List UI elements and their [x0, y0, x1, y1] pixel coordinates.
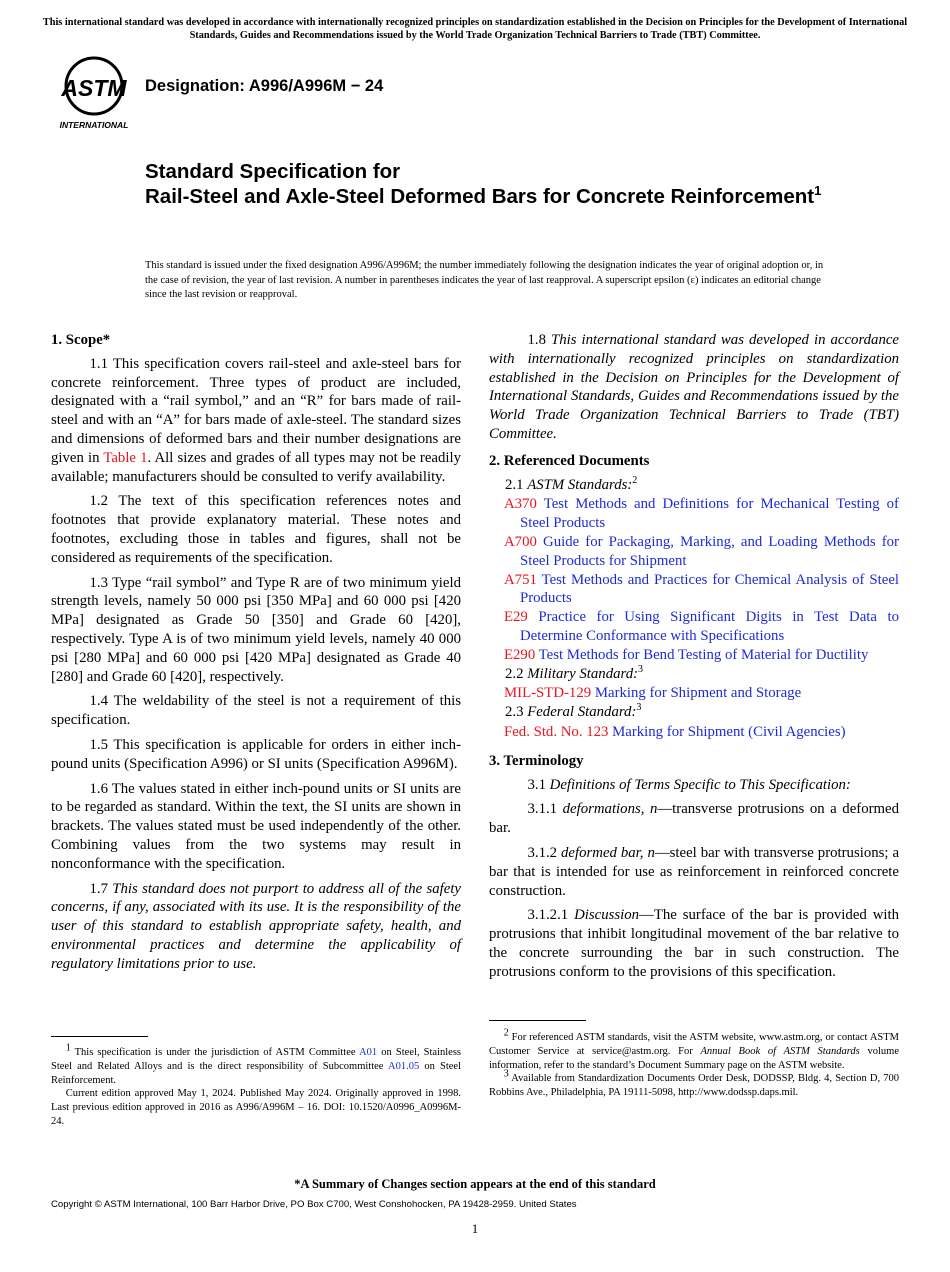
section-heading-scope: 1. Scope*: [51, 332, 111, 348]
title-line-2: Rail-Steel and Axle-Steel Deformed Bars for Concrete Reinforcement$^1$: [145, 182, 822, 208]
section-heading-referenced-documents: 2. Referenced Documents: [489, 452, 650, 469]
left-column: [51, 331, 461, 980]
table-1-link[interactable]: Table 1: [103, 449, 148, 466]
paragraph-1-8: 1.8 This international standard was developed in accordance with internationally recognized principles on standardization established in the Decision on Principles for the Development of International Standards, Guides and Recommendations issued by the World Trade Organization Technical Barriers to Trade (TBT) Committee.: [489, 332, 899, 442]
federal-reference-item[interactable]: [489, 723, 899, 742]
section-heading-terminology: 3. Terminology: [489, 752, 584, 769]
title-line-1: Standard Specification for: [145, 160, 401, 183]
designation: Designation: A996/A996M − 24: [145, 77, 384, 95]
reference-title-link[interactable]: Practice for Using Significant Digits in Test Data to Determine Conformance with Specifications: [520, 609, 899, 644]
paragraph-3-1-1: 3.1.1 deformations, n—transverse protrusions on a deformed bar.: [489, 801, 899, 837]
logo-subtext: INTERNATIONAL: [59, 120, 129, 130]
astm-reference-item[interactable]: [489, 608, 899, 646]
astm-reference-item[interactable]: [489, 571, 899, 609]
reference-title-link[interactable]: Test Methods for Bend Testing of Material for Ductility: [535, 646, 869, 663]
paragraph-3-1-2: 3.1.2 deformed bar, n—steel bar with transverse protrusions; a bar that is intended for use as reinforcement in reinforced concrete construction.: [489, 844, 900, 899]
astm-reference-list: [489, 495, 899, 664]
reference-title-link[interactable]: Marking for Shipment and Storage: [591, 685, 802, 702]
footnote-1-approval: Current edition approved May 1, 2024. Published May 2024. Originally approved in 1998. Last previous edition approved in 2016 as A996/A996M – 16. DOI: 10.1520/A0996_A0996M-24.: [51, 1088, 461, 1127]
paragraph-1-6: 1.6 The values stated in either inch-pound units or SI units are to be regarded as standard. Within the text, the SI units are shown in brackets. The values stated must be used independently of the other. Combining values from the two systems may result in nonconformance with the specification.: [51, 780, 461, 872]
astm-reference-item[interactable]: [489, 533, 899, 571]
issuance-note: This standard is issued under the fixed designation A996/A996M; the number immediately following the designation indicates the year of original adoption or, in the case of revision, the year of last revision. A number in parentheses indicates the year of last reapproval. A superscript epsilon (ε) indicates an editorial change since the last revision or reapproval.: [145, 260, 824, 300]
reference-code-link[interactable]: Fed. Std. No. 123: [504, 723, 609, 740]
reference-title-link[interactable]: Guide for Packaging, Marking, and Loading Methods for Steel Products for Shipment: [520, 533, 899, 569]
military-standard-label: 2.2 Military Standard:$^3$: [505, 663, 644, 682]
committee-a01-link[interactable]: A01: [359, 1047, 378, 1058]
title-footnote-mark: 1: [814, 182, 822, 198]
military-reference-list: [489, 684, 899, 703]
reference-title-link[interactable]: Marking for Shipment (Civil Agencies): [608, 723, 846, 740]
reference-code-link[interactable]: E290: [504, 646, 536, 663]
astm-reference-item[interactable]: [489, 646, 899, 665]
reference-code-link[interactable]: A700: [504, 533, 537, 550]
top-notice: This international standard was developed in accordance with internationally recognized principles on standardization established in the Decision on Principles for the Development of International Standards, Guides and Recommendations issued by the World Trade Organization Technical Barriers to Trade (TBT) Committee.: [42, 17, 908, 41]
footnote-rule-right: [489, 1020, 586, 1021]
paragraph-1-2: 1.2 The text of this specification references notes and footnotes that provide explanatory material. These notes and footnotes, excluding those in tables and figures, shall not be considered as requirements of the specification.: [51, 493, 461, 566]
paragraph-3-1: 3.1 Definitions of Terms Specific to This Specification:: [527, 776, 851, 793]
military-reference-item[interactable]: [489, 684, 899, 703]
footnote-1: $^1$ This specification is under the jurisdiction of ASTM Committee A01 on Steel, Stainless Steel and Related Alloys and is the direct responsibility of Subcommittee A01.05 on Steel Reinforcement.: [51, 1042, 461, 1086]
reference-code-link[interactable]: MIL-STD-129: [504, 685, 592, 702]
summary-of-changes-note: *A Summary of Changes section appears at the end of this standard: [294, 1177, 656, 1191]
footnote-2: $^2$ For referenced ASTM standards, visit the ASTM website, www.astm.org, or contact ASTM Customer Service at service@astm.org. For Annual Book of ASTM Standards volume information, refer to the standard’s Document Summary page on the ASTM website.: [489, 1027, 899, 1071]
reference-code-link[interactable]: E29: [504, 609, 528, 626]
reference-code-link[interactable]: A751: [504, 571, 537, 588]
paragraph-1-3: 1.3 Type “rail symbol” and Type R are of two minimum yield strength levels, namely 50 000 psi [350 MPa] and 60 000 psi [420 MPa] designated as Grade 50 [350] and Grade 60 [420], respectively. Type A is of two minimum yield levels, namely 40 000 psi [280 MPa] and 60 000 psi [420 MPa] designated as Grade 40 [280] and Grade 60 [420], respectively.: [51, 574, 461, 685]
footnote-3: $^3$ Available from Standardization Documents Order Desk, DODSSP, Bldg. 4, Section D, 700 Robbins Ave., Philadelphia, PA 19111-5098, http://www.dodssp.daps.mil.: [489, 1068, 899, 1099]
page-number: 1: [471, 1221, 479, 1236]
footnotes-left: [51, 1042, 461, 1129]
logo-text: ASTM: [61, 75, 127, 101]
federal-standard-label: 2.3 Federal Standard:$^3$: [505, 702, 642, 721]
document-title: [145, 160, 845, 209]
footnote-rule-left: [51, 1036, 148, 1037]
reference-code-link[interactable]: A370: [504, 496, 537, 513]
reference-title-link[interactable]: Test Methods and Definitions for Mechanical Testing of Steel Products: [520, 496, 899, 532]
paragraph-3-1-2-1: 3.1.2.1 Discussion—The surface of the bar is provided with protrusions that inhibit longitudinal movement of the bar relative to the concrete surrounding the bar in such construction. The protrusions conform to the provisions of this specification.: [489, 907, 900, 980]
astm-logo: [53, 56, 135, 132]
astm-reference-item[interactable]: [489, 495, 899, 533]
copyright-line: Copyright © ASTM International, 100 Barr Harbor Drive, PO Box C700, West Conshohocken, PA 19428-2959. United States: [51, 1199, 577, 1210]
reference-title-link[interactable]: Test Methods and Practices for Chemical Analysis of Steel Products: [520, 571, 899, 607]
right-column: [489, 331, 899, 988]
subcommittee-a01-05-link[interactable]: A01.05: [388, 1060, 420, 1072]
paragraph-1-1: 1.1 This specification covers rail-steel and axle-steel bars for concrete reinforcement. Three types of product are included, designated with a “rail symbol,” and an “R” for bars made of rail-steel and with an “A” for bars made of axle-steel. The standard sizes and dimensions of deformed bars and their number designations are given in Table 1. All sizes and grades of all types may not be readily available; manufacturers should be consulted to verify availability.: [51, 355, 462, 485]
paragraph-1-5: 1.5 This specification is applicable for orders in either inch-pound units (Specification A996) or SI units (Specification A996M).: [51, 736, 461, 772]
footnotes-right: [489, 1027, 899, 1100]
paragraph-1-7: 1.7 This standard does not purport to address all of the safety concerns, if any, associated with its use. It is the responsibility of the user of this standard to establish appropriate safety, health, and environmental practices and determine the applicability of regulatory limitations prior to use.: [51, 880, 461, 972]
astm-standards-label: 2.1 ASTM Standards:$^2$: [505, 474, 638, 493]
paragraph-1-4: 1.4 The weldability of the steel is not a requirement of this specification.: [51, 693, 461, 729]
federal-reference-list: [489, 723, 899, 742]
